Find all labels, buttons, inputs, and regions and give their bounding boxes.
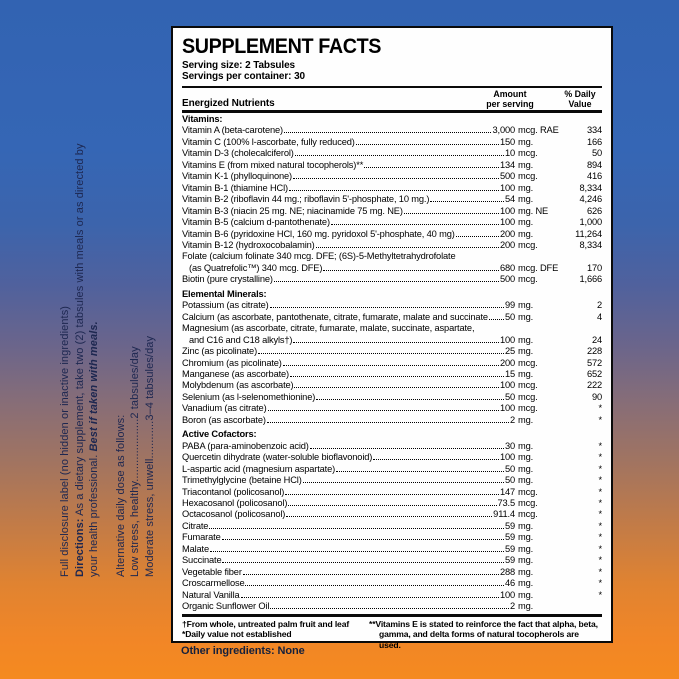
nutrient-amount: 2 <box>509 414 515 425</box>
nutrient-name: Vitamin C (100% l-ascorbate, fully reduced) <box>182 136 355 147</box>
nutrient-name: Biotin (pure crystalline) <box>182 274 273 285</box>
nutrient-unit: mcg. <box>518 148 538 159</box>
nutrient-row <box>182 601 602 612</box>
dotted-leader <box>373 459 499 460</box>
nutrient-row <box>182 274 602 285</box>
nutrient-daily-value: 4,246 <box>579 194 602 205</box>
dotted-leader <box>310 448 504 449</box>
nutrient-name: Vitamin A (beta-carotene) <box>182 125 283 136</box>
nutrient-row <box>182 521 602 532</box>
nutrient-row <box>182 415 602 426</box>
best-taken-note: Best if taken with meals. <box>88 321 100 452</box>
nutrient-name: Organic Sunflower Oil <box>182 601 270 612</box>
dotted-leader <box>222 539 504 540</box>
nutrient-unit: mg. <box>518 532 534 543</box>
nutrient-name: Vitamins E (from mixed natural tocopherols)** <box>182 159 364 170</box>
nutrient-name: Boron (as ascorbate) <box>182 414 266 425</box>
nutrient-name: Vanadium (as citrate) <box>182 403 267 414</box>
nutrient-name: L-aspartic acid (magnesium aspartate) <box>182 463 336 474</box>
nutrient-row <box>182 590 602 601</box>
nutrient-row <box>182 183 602 194</box>
dotted-leader <box>209 528 504 529</box>
nutrient-unit: mg. <box>518 520 534 531</box>
nutrient-unit: mg. <box>518 346 534 357</box>
directions-text: As a dietary supplement, take two (2) tabsules with meals or as directed by <box>73 143 86 519</box>
nutrient-daily-value: 170 <box>586 262 602 273</box>
servings-per-container: Servings per container: 30 <box>182 71 306 82</box>
dotted-leader <box>241 597 499 598</box>
nutrient-row <box>182 532 602 543</box>
nutrient-amount: 150 <box>499 136 515 147</box>
nutrient-name: Calcium (as ascorbate, pantothenate, citrate, fumarate, malate and succinate <box>182 311 488 322</box>
nutrient-name: Vitamin K-1 (phylloquinone) <box>182 171 292 182</box>
section-header: Vitamins: <box>182 114 223 124</box>
nutrient-unit: mg. <box>518 601 534 612</box>
nutrient-name: Croscarmellose <box>182 578 245 589</box>
nutrient-row <box>182 346 602 357</box>
nutrient-name: Octacosanol (policosanol) <box>182 509 286 520</box>
dotted-leader <box>456 236 499 237</box>
nutrient-name: Selenium (as l-selenomethionine) <box>182 391 316 402</box>
nutrient-unit: mg. <box>518 475 534 486</box>
nutrient-row <box>182 567 602 578</box>
nutrient-unit: mcg. <box>518 274 538 285</box>
nutrient-daily-value: 1,000 <box>579 217 602 228</box>
nutrient-unit: mg. <box>518 228 534 239</box>
nutrient-name: Trimethylglycine (betaine HCl) <box>182 475 302 486</box>
nutrient-row-wrap-line: Magnesium (as ascorbate, citrate, fumarate, malate, succinate, aspartate, <box>182 323 475 334</box>
nutrient-unit: mcg. <box>518 486 538 497</box>
nutrient-amount: 200 <box>499 239 515 250</box>
nutrient-row <box>182 475 602 486</box>
nutrient-unit: mcg. DFE <box>518 262 559 273</box>
nutrient-row <box>182 578 602 589</box>
dotted-leader <box>222 562 503 563</box>
nutrient-daily-value: 166 <box>586 136 602 147</box>
nutrient-name: Succinate <box>182 555 222 566</box>
nutrient-daily-value: 334 <box>586 125 602 136</box>
nutrient-unit: mg. <box>518 159 534 170</box>
nutrient-unit: mg. <box>518 463 534 474</box>
dotted-leader <box>285 494 499 495</box>
col-dv-line2: Value <box>568 98 592 109</box>
nutrient-row <box>182 312 602 323</box>
nutrient-amount: 3,000 <box>492 125 515 136</box>
nutrient-name: Vitamin D-3 (cholecalciferol) <box>182 148 294 159</box>
col-daily-value <box>558 90 602 109</box>
nutrient-amount: 59 <box>504 555 515 566</box>
nutrient-row <box>182 300 602 311</box>
directions-line-2 <box>87 81 102 577</box>
dotted-leader <box>289 190 499 191</box>
footnote-vitamin-e-2: gamma, and delta forms of natural tocopherols are used. <box>379 629 579 650</box>
nutrient-daily-value: 894 <box>586 159 602 170</box>
nutrient-row <box>182 148 602 159</box>
nutrient-amount: 288 <box>499 566 515 577</box>
nutrient-amount: 54 <box>504 194 515 205</box>
nutrient-amount: 2 <box>509 601 515 612</box>
nutrient-amount: 73.5 <box>497 497 515 508</box>
nutrient-unit: mg. <box>518 194 534 205</box>
nutrient-daily-value: * <box>598 414 602 425</box>
nutrient-amount: 46 <box>504 578 515 589</box>
nutrient-name: Citrate <box>182 520 209 531</box>
nutrient-unit: mcg. <box>518 403 538 414</box>
nutrient-name: Fumarate <box>182 532 221 543</box>
nutrient-daily-value: * <box>598 566 602 577</box>
header-divider <box>182 110 602 113</box>
nutrient-amount: 30 <box>504 440 515 451</box>
nutrient-section <box>182 114 602 286</box>
nutrient-unit: mg. <box>518 543 534 554</box>
nutrient-unit: mg. <box>518 589 534 600</box>
nutrient-unit: mg. <box>518 414 534 425</box>
dotted-leader <box>293 342 499 343</box>
nutrient-amount: 15 <box>504 368 515 379</box>
col-amount-line1: Amount <box>493 89 527 99</box>
dotted-leader <box>293 178 499 179</box>
nutrient-name: Vitamin B-12 (hydroxocobalamin) <box>182 239 315 250</box>
dotted-leader <box>331 224 499 225</box>
nutrient-daily-value: 652 <box>586 368 602 379</box>
supplement-facts-panel <box>171 26 613 650</box>
nutrient-unit: mcg. <box>518 391 538 402</box>
nutrient-row <box>182 229 602 240</box>
nutrient-row <box>182 206 602 217</box>
section-header: Active Cofactors: <box>182 429 257 440</box>
dotted-leader <box>323 270 499 271</box>
dotted-leader <box>316 399 504 400</box>
dotted-leader <box>243 574 499 575</box>
nutrient-row <box>182 403 602 414</box>
footnote-vitamin-e-1: **Vitamins E is stated to reinforce the fact that alpha, beta, <box>369 618 598 629</box>
nutrient-daily-value: 228 <box>586 346 602 357</box>
nutrient-daily-value: 1,666 <box>579 274 602 285</box>
nutrient-unit: mg. <box>518 311 534 322</box>
nutrient-daily-value: 11,264 <box>575 228 602 239</box>
nutrient-name: Molybdenum (as ascorbate) <box>182 380 294 391</box>
nutrient-amount: 500 <box>499 171 515 182</box>
nutrient-daily-value: 2 <box>596 300 602 311</box>
nutrient-unit: mg. <box>518 452 534 463</box>
nutrient-unit: mg. <box>518 440 534 451</box>
nutrient-daily-value: * <box>598 497 602 508</box>
dotted-leader <box>489 319 504 320</box>
section-header: Elemental Minerals: <box>182 288 267 299</box>
nutrient-daily-value: 8,334 <box>579 182 602 193</box>
nutrient-row <box>182 369 602 380</box>
dotted-leader <box>283 365 499 366</box>
dotted-leader <box>316 247 499 248</box>
nutrient-name: Triacontanol (policosanol) <box>182 486 285 497</box>
nutrient-unit: mg. <box>518 566 534 577</box>
directions-label: Directions: <box>73 518 86 577</box>
nutrient-amount: 59 <box>504 543 515 554</box>
nutrient-name: Hexacosanol (policosanol) <box>182 497 288 508</box>
nutrient-daily-value: 4 <box>596 311 602 322</box>
nutrient-amount: 100 <box>499 403 515 414</box>
dotted-leader <box>290 376 504 377</box>
dotted-leader <box>270 608 509 609</box>
nutrient-amount: 147 <box>499 486 515 497</box>
nutrient-daily-value: 50 <box>591 148 602 159</box>
nutrient-amount: 100 <box>499 589 515 600</box>
nutrient-row <box>182 358 602 369</box>
nutrient-amount: 50 <box>504 311 515 322</box>
col-dv-line1: % Daily <box>564 89 596 99</box>
nutrient-amount: 100 <box>499 205 515 216</box>
nutrient-daily-value: * <box>598 403 602 414</box>
nutrient-row <box>182 487 602 498</box>
col-amount-per-serving <box>462 90 558 109</box>
nutrient-name: Malate <box>182 543 210 554</box>
nutrient-unit: mcg. <box>518 509 538 520</box>
nutrient-amount: 100 <box>499 334 515 345</box>
nutrient-row <box>182 137 602 148</box>
nutrient-daily-value: 626 <box>586 205 602 216</box>
nutrient-amount: 99 <box>504 300 515 311</box>
nutrient-row <box>182 380 602 391</box>
nutrient-row <box>182 263 602 274</box>
col-amount-line2: per serving <box>486 98 534 109</box>
nutrient-row <box>182 335 602 346</box>
nutrient-name: (as Quatrefolic™) 340 mcg. DFE) <box>189 262 323 273</box>
nutrient-sections <box>182 114 602 612</box>
nutrient-name: and C16 and C18 alkyls†) <box>189 334 293 345</box>
nutrient-unit: mg. <box>518 555 534 566</box>
moderate-stress-dose: Moderate stress, unwell............3–4 tabsules/day <box>143 335 156 577</box>
footnote-daily-value: *Daily value not established <box>182 629 292 640</box>
dotted-leader <box>267 422 509 423</box>
nutrient-unit: mg. <box>518 217 534 228</box>
dotted-leader <box>430 201 504 202</box>
serving-divider <box>182 86 602 88</box>
nutrient-daily-value: * <box>598 520 602 531</box>
nutrient-amount: 134 <box>499 159 515 170</box>
nutrient-amount: 100 <box>499 217 515 228</box>
dotted-leader <box>294 387 498 388</box>
alt-dose-heading: Alternative daily dose as follows: <box>114 414 127 577</box>
dotted-leader <box>210 551 504 552</box>
dotted-leader <box>404 213 499 214</box>
nutrient-name: Manganese (as ascorbate) <box>182 368 289 379</box>
nutrient-daily-value: 8,334 <box>579 239 602 250</box>
nutrient-amount: 50 <box>504 463 515 474</box>
nutrient-daily-value: * <box>598 589 602 600</box>
nutrient-daily-value: * <box>598 532 602 543</box>
nutrient-daily-value: * <box>598 486 602 497</box>
nutrient-name: Potassium (as citrate) <box>182 300 269 311</box>
footnote-palm: †From whole, untreated palm fruit and leaf <box>182 618 350 629</box>
nutrient-amount: 50 <box>504 475 515 486</box>
nutrient-row <box>182 555 602 566</box>
nutrient-row <box>182 240 602 251</box>
nutrient-section <box>182 429 602 612</box>
nutrient-unit: mcg. RAE <box>518 125 559 136</box>
nutrient-unit: mg. <box>518 300 534 311</box>
nutrient-row <box>182 498 602 509</box>
nutrient-daily-value: * <box>598 440 602 451</box>
nutrient-amount: 25 <box>504 346 515 357</box>
nutrient-name: Quercetin dihydrate (water-soluble bioflavonoid) <box>182 452 373 463</box>
nutrient-row <box>182 464 602 475</box>
nutrient-unit: mcg. <box>518 171 538 182</box>
dotted-leader <box>288 505 496 506</box>
nutrient-daily-value: * <box>598 509 602 520</box>
nutrient-row <box>182 392 602 403</box>
nutrient-amount: 680 <box>499 262 515 273</box>
nutrient-name: Zinc (as picolinate) <box>182 346 258 357</box>
nutrient-daily-value: * <box>598 555 602 566</box>
nutrient-amount: 911.4 <box>493 509 515 520</box>
nutrient-daily-value: 416 <box>586 171 602 182</box>
nutrient-name: Chromium (as picolinate) <box>182 357 282 368</box>
nutrient-name: Vitamin B-1 (thiamine HCl) <box>182 182 288 193</box>
nutrient-unit: mg. <box>518 368 534 379</box>
dotted-leader <box>258 353 504 354</box>
nutrient-daily-value: * <box>598 475 602 486</box>
nutrient-row <box>182 217 602 228</box>
serving-size: Serving size: 2 Tabsules <box>182 60 296 71</box>
footnote-column-2 <box>369 619 602 651</box>
low-stress-dose: Low stress, healthy....................2 tabsules/day <box>129 346 141 577</box>
nutrient-name: PABA (para-aminobenzoic acid) <box>182 440 309 451</box>
nutrient-amount: 59 <box>504 520 515 531</box>
nutrient-daily-value: * <box>598 578 602 589</box>
dotted-leader <box>356 144 499 145</box>
nutrient-row <box>182 194 602 205</box>
nutrient-daily-value: * <box>598 452 602 463</box>
nutrient-name: Vitamin B-3 (niacin 25 mg. NE; niacinamide 75 mg. NE) <box>182 205 403 216</box>
dotted-leader <box>268 410 499 411</box>
panel-title: SUPPLEMENT FACTS <box>182 35 382 58</box>
nutrient-section <box>182 289 602 426</box>
side-directions-text <box>58 81 157 577</box>
nutrient-amount: 59 <box>504 532 515 543</box>
dotted-leader <box>274 281 499 282</box>
nutrient-row <box>182 160 602 171</box>
directions-line <box>73 81 88 577</box>
side-text-gap <box>102 81 114 577</box>
nutrient-amount: 200 <box>499 357 515 368</box>
nutrient-daily-value: 222 <box>586 380 602 391</box>
nutrient-row <box>182 452 602 463</box>
other-ingredients: Other ingredients: None <box>181 645 305 657</box>
dotted-leader <box>303 482 504 483</box>
nutrient-amount: 50 <box>504 391 515 402</box>
footnote-divider <box>182 614 602 617</box>
dotted-leader <box>284 132 491 133</box>
nutrient-row <box>182 441 602 452</box>
nutrient-name: Vitamin B-2 (riboflavin 44 mg.; riboflavin 5'-phosphate, 10 mg.) <box>182 194 430 205</box>
nutrient-row <box>182 544 602 555</box>
nutrient-unit: mcg. <box>518 357 538 368</box>
nutrient-name: Natural Vanilla <box>182 589 240 600</box>
nutrient-daily-value: 24 <box>591 334 602 345</box>
nutrient-daily-value: * <box>598 463 602 474</box>
nutrient-unit: mcg. <box>518 380 538 391</box>
dotted-leader <box>245 585 503 586</box>
nutrient-amount: 100 <box>499 182 515 193</box>
nutrient-unit: mg. <box>518 334 534 345</box>
nutrient-amount: 500 <box>499 274 515 285</box>
col-energized-nutrients: Energized Nutrients <box>182 98 275 109</box>
nutrient-daily-value: 572 <box>586 357 602 368</box>
dotted-leader <box>364 167 499 168</box>
dotted-leader <box>336 471 504 472</box>
dotted-leader <box>295 155 504 156</box>
dotted-leader <box>270 307 504 308</box>
nutrient-row <box>182 171 602 182</box>
nutrient-unit: mcg. <box>518 239 538 250</box>
full-disclosure-line: Full disclosure label (no hidden or inactive ingredients) <box>59 305 71 577</box>
nutrient-unit: mg. <box>518 578 534 589</box>
column-headers <box>182 90 602 109</box>
nutrient-amount: 200 <box>499 228 515 239</box>
nutrient-unit: mg. NE <box>518 205 549 216</box>
nutrient-amount: 100 <box>499 452 515 463</box>
nutrient-unit: mg. <box>518 182 534 193</box>
nutrient-amount: 100 <box>499 380 515 391</box>
nutrient-unit: mcg. <box>518 497 538 508</box>
nutrient-name: Vitamin B-5 (calcium d-pantothenate) <box>182 217 330 228</box>
nutrient-row <box>182 509 602 520</box>
nutrient-daily-value: 90 <box>591 391 602 402</box>
nutrient-daily-value: * <box>598 543 602 554</box>
nutrient-row <box>182 125 602 136</box>
nutrient-name: Vitamin B-6 (pyridoxine HCl, 160 mg. pyridoxol 5'-phosphate, 40 mg) <box>182 228 455 239</box>
nutrient-row-wrap-line: Folate (calcium folinate 340 mcg. DFE; (6S)-5-Methyltetrahydrofolate <box>182 251 456 262</box>
nutrient-unit: mg. <box>518 136 534 147</box>
nutrient-amount: 10 <box>504 148 515 159</box>
dotted-leader <box>286 516 492 517</box>
directions-text-2: your health professional. <box>88 451 100 577</box>
nutrient-name: Vegetable fiber <box>182 566 242 577</box>
